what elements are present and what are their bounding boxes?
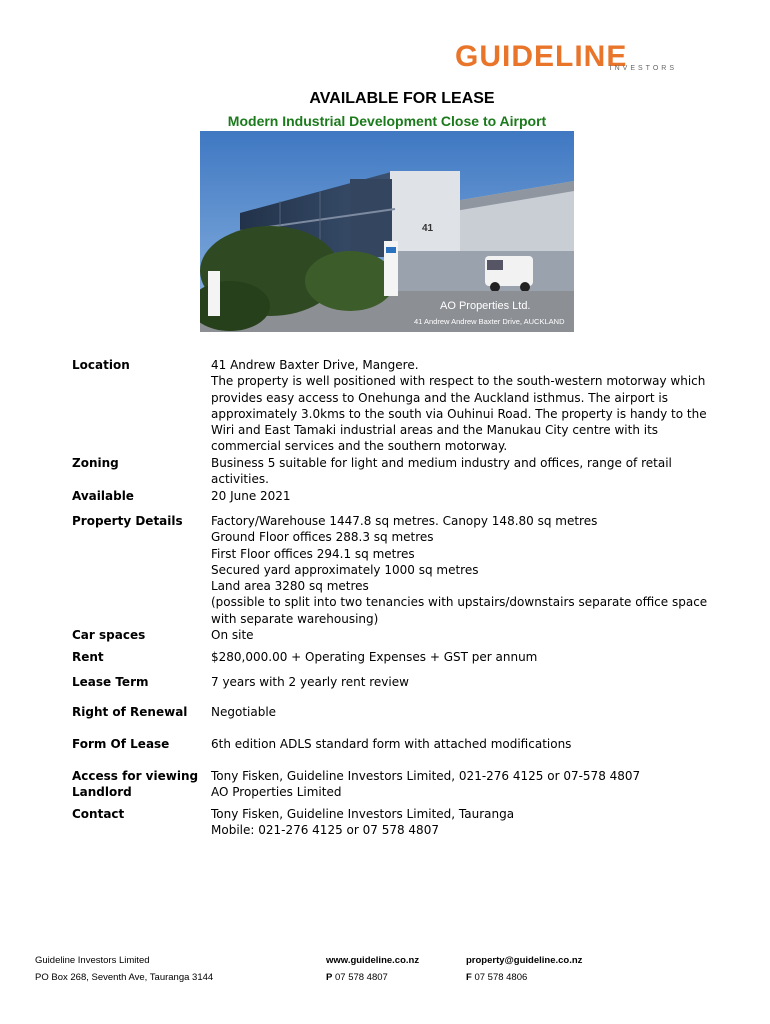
location-label: Location: [72, 358, 130, 372]
photo-caption-company: AO Properties Ltd.: [440, 300, 531, 312]
contact-line: Mobile: 021-276 4125 or 07 578 4807: [211, 823, 439, 838]
zoning-value: [211, 455, 701, 488]
property-details-label: Property Details: [72, 514, 183, 528]
logo-subtext: INVESTORS: [609, 65, 677, 72]
available-label: Available: [72, 489, 134, 503]
lease-term-label: Lease Term: [72, 675, 149, 689]
footer-fax: [466, 972, 527, 983]
location-line: provides easy access to Onehunga and the Auckland isthmus. The airport is: [211, 390, 668, 405]
property-detail-line: Land area 3280 sq metres: [211, 579, 369, 594]
property-detail-line: Ground Floor offices 288.3 sq metres: [211, 530, 434, 545]
footer-phone: [326, 972, 388, 983]
rent-label: Rent: [72, 650, 104, 664]
location-line: Wiri and East Tamaki industrial areas and the Manukau City centre with its: [211, 423, 659, 438]
phone-number: 07 578 4807: [334, 972, 388, 983]
property-details-value: [211, 513, 708, 627]
property-detail-line: with separate warehousing): [211, 611, 379, 626]
logo-wordmark: GUIDELINE: [455, 40, 628, 73]
zoning-line: activities.: [211, 472, 269, 487]
rent-value: $280,000.00 + Operating Expenses + GST per annum: [211, 650, 538, 664]
form-of-lease-value: 6th edition ADLS standard form with attached modifications: [211, 737, 572, 751]
landlord-value: AO Properties Limited: [211, 785, 342, 799]
footer-address: PO Box 268, Seventh Ave, Tauranga 3144: [35, 972, 214, 983]
access-value: Tony Fisken, Guideline Investors Limited, 021-276 4125 or 07-578 4807: [211, 769, 641, 783]
zoning-label: Zoning: [72, 456, 119, 470]
car-spaces-label: Car spaces: [72, 628, 146, 642]
property-photo: [200, 131, 574, 332]
location-line: commercial services and the southern motorway.: [211, 439, 508, 454]
location-value: [211, 357, 707, 455]
footer-website-link[interactable]: www.guideline.co.nz: [326, 955, 420, 966]
phone-prefix: P: [326, 972, 333, 983]
building-number: 41: [422, 223, 434, 234]
renewal-value: Negotiable: [211, 705, 277, 719]
location-line: 41 Andrew Baxter Drive, Mangere.: [211, 358, 419, 372]
zoning-line: Business 5 suitable for light and medium industry and offices, range of retail: [211, 456, 672, 470]
contact-label: Contact: [72, 807, 125, 821]
page-title: AVAILABLE FOR LEASE: [309, 90, 495, 107]
property-detail-line: Secured yard approximately 1000 sq metres: [211, 562, 479, 577]
fax-number: 07 578 4806: [474, 972, 528, 983]
available-value: 20 June 2021: [211, 489, 291, 503]
building-illustration: [200, 131, 574, 332]
property-detail-line: Factory/Warehouse 1447.8 sq metres. Canopy 148.80 sq metres: [211, 514, 598, 528]
footer-email-link[interactable]: property@guideline.co.nz: [466, 955, 583, 966]
contact-line: Tony Fisken, Guideline Investors Limited, Tauranga: [211, 807, 515, 821]
photo-caption-address: 41 Andrew Andrew Baxter Drive, AUCKLAND: [414, 317, 565, 326]
contact-value: [211, 806, 701, 839]
footer-company: Guideline Investors Limited: [35, 955, 150, 966]
car-spaces-value: On site: [211, 628, 254, 642]
property-detail-line: (possible to split into two tenancies with upstairs/downstairs separate office space: [211, 595, 708, 610]
location-line: approximately 3.0kms to the south via Ouhinui Road. The property is handy to the: [211, 406, 707, 421]
fax-prefix: F: [466, 972, 472, 983]
page-subtitle: Modern Industrial Development Close to Airport: [227, 113, 547, 129]
guideline-logo: [455, 42, 685, 74]
access-label: Access for viewing: [72, 769, 199, 783]
landlord-label: Landlord: [72, 785, 132, 799]
renewal-label: Right of Renewal: [72, 705, 188, 719]
form-of-lease-label: Form Of Lease: [72, 737, 170, 751]
lease-term-value: 7 years with 2 yearly rent review: [211, 675, 409, 689]
location-line: The property is well positioned with respect to the south-western motorway which: [211, 374, 706, 389]
property-detail-line: First Floor offices 294.1 sq metres: [211, 546, 415, 561]
